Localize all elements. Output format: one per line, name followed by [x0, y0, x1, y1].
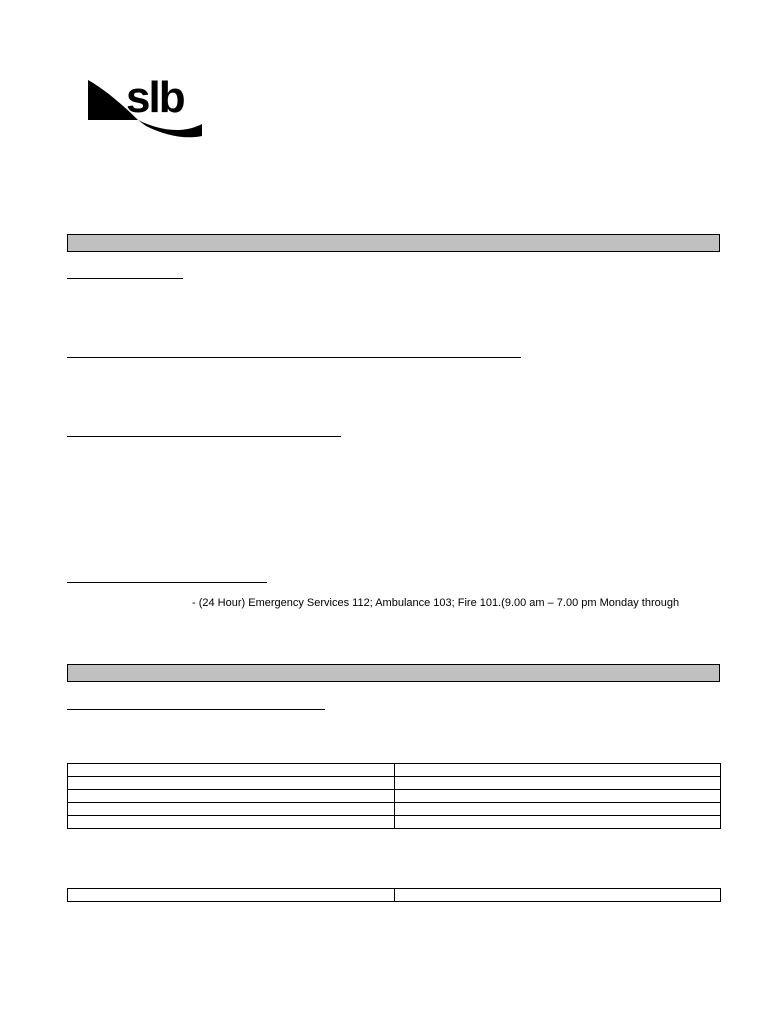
- section2-subheading-underline: [67, 709, 325, 710]
- table-cell: [394, 816, 721, 829]
- emergency-services-text: - (24 Hour) Emergency Services 112; Ambulance 103; Fire 101.(9.00 am – 7.00 pm Monday through: [192, 597, 680, 609]
- section-header-bar-1: [67, 234, 720, 252]
- table-row: [68, 803, 721, 816]
- table-cell: [68, 777, 395, 790]
- table-cell: [394, 764, 721, 777]
- table-cell: [394, 777, 721, 790]
- table-cell: [68, 764, 395, 777]
- table-cell: [68, 790, 395, 803]
- table-row: [68, 764, 721, 777]
- slb-logo: [86, 72, 204, 138]
- subheading-3-underline: [67, 436, 341, 437]
- details-table-1: [67, 763, 721, 829]
- section-header-bar-2: [67, 664, 720, 682]
- table-cell: [394, 889, 721, 902]
- table-cell: [68, 803, 395, 816]
- table-cell: [68, 889, 395, 902]
- table-cell: [68, 816, 395, 829]
- table-row: [68, 790, 721, 803]
- table-cell: [394, 790, 721, 803]
- svg-text:slb: slb: [126, 73, 184, 122]
- table-row: [68, 777, 721, 790]
- subheading-2-underline: [67, 357, 521, 358]
- details-table-2: [67, 888, 721, 902]
- table-row: [68, 889, 721, 902]
- table-row: [68, 816, 721, 829]
- table-cell: [394, 803, 721, 816]
- subheading-1-underline: [67, 278, 183, 279]
- subheading-4-underline: [67, 582, 267, 583]
